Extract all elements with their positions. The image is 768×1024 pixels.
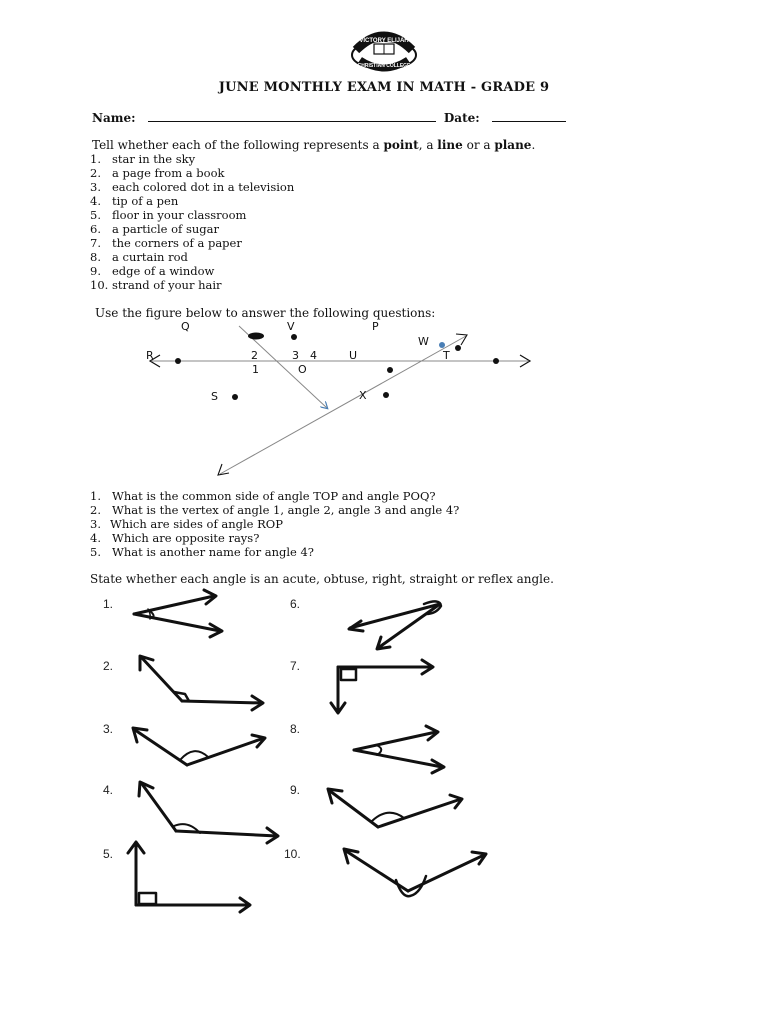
angle-number-2: 2. xyxy=(103,659,114,673)
list-item: 1. star in the sky xyxy=(90,152,196,166)
angle-3-drawing xyxy=(133,728,265,765)
label-q: Q xyxy=(181,320,190,333)
label-t: T xyxy=(443,349,450,362)
label-o: O xyxy=(298,363,307,376)
list-item: 5. floor in your classroom xyxy=(90,208,247,222)
label-2: 2 xyxy=(251,349,258,362)
label-x: X xyxy=(359,389,367,402)
list-item: 4. tip of a pen xyxy=(90,194,179,208)
label-v: V xyxy=(287,320,295,333)
label-3: 3 xyxy=(292,349,299,362)
list-item: 4. Which are opposite rays? xyxy=(90,531,260,545)
list-item: 8. a curtain rod xyxy=(90,250,188,264)
name-label: Name: xyxy=(92,111,136,125)
angle-number-3: 3. xyxy=(103,722,114,736)
label-p: P xyxy=(372,320,379,333)
angle-10-drawing xyxy=(344,849,486,896)
angle-number-4: 4. xyxy=(103,783,114,797)
list-item: 7. the corners of a paper xyxy=(90,236,242,250)
list-item: 2. What is the vertex of angle 1, angle 2, angle 3 and angle 4? xyxy=(90,503,460,517)
list-item: 10. strand of your hair xyxy=(90,278,222,292)
logo-top-text: VICTORY ELIJAH xyxy=(359,38,409,44)
section1-instruction: Tell whether each of the following represents a point, a line or a plane. xyxy=(92,138,536,152)
list-item: 3. each colored dot in a television xyxy=(90,180,295,194)
angle-8-drawing xyxy=(354,726,444,773)
section3-instruction: State whether each angle is an acute, obtuse, right, straight or reflex angle. xyxy=(90,572,554,586)
list-item: 1. What is the common side of angle TOP and angle POQ? xyxy=(90,489,436,503)
logo-bottom-text: CHRISTIAN COLLEGE xyxy=(357,63,411,69)
angle-6-drawing xyxy=(349,601,441,649)
angle-number-1: 1. xyxy=(103,597,114,611)
section2-instruction: Use the figure below to answer the following questions: xyxy=(95,306,436,320)
list-item: 2. a page from a book xyxy=(90,166,225,180)
angle-number-6: 6. xyxy=(290,597,301,611)
angle-number-8: 8. xyxy=(290,722,301,736)
angle-4-drawing xyxy=(139,782,278,843)
list-item: 9. edge of a window xyxy=(90,264,215,278)
angle-1-drawing xyxy=(134,590,222,637)
angle-9-drawing xyxy=(328,789,462,827)
list-item: 3. Which are sides of angle ROP xyxy=(90,517,283,531)
angle-7-drawing xyxy=(331,660,433,713)
label-4: 4 xyxy=(310,349,317,362)
label-r: R xyxy=(146,349,154,362)
exam-title: JUNE MONTHLY EXAM IN MATH - GRADE 9 xyxy=(218,80,550,95)
label-s: S xyxy=(211,390,218,403)
label-u: U xyxy=(349,349,358,362)
angle-number-7: 7. xyxy=(290,659,301,673)
label-1: 1 xyxy=(252,363,259,376)
angle-number-10: 10. xyxy=(284,847,301,861)
list-item: 6. a particle of sugar xyxy=(90,222,219,236)
angle-number-9: 9. xyxy=(290,783,301,797)
angle-2-drawing xyxy=(140,656,263,710)
label-w: W xyxy=(418,335,429,348)
list-item: 5. What is another name for angle 4? xyxy=(90,545,314,559)
angle-5-drawing xyxy=(128,842,250,912)
angle-number-5: 5. xyxy=(103,847,114,861)
date-label: Date: xyxy=(443,111,480,125)
